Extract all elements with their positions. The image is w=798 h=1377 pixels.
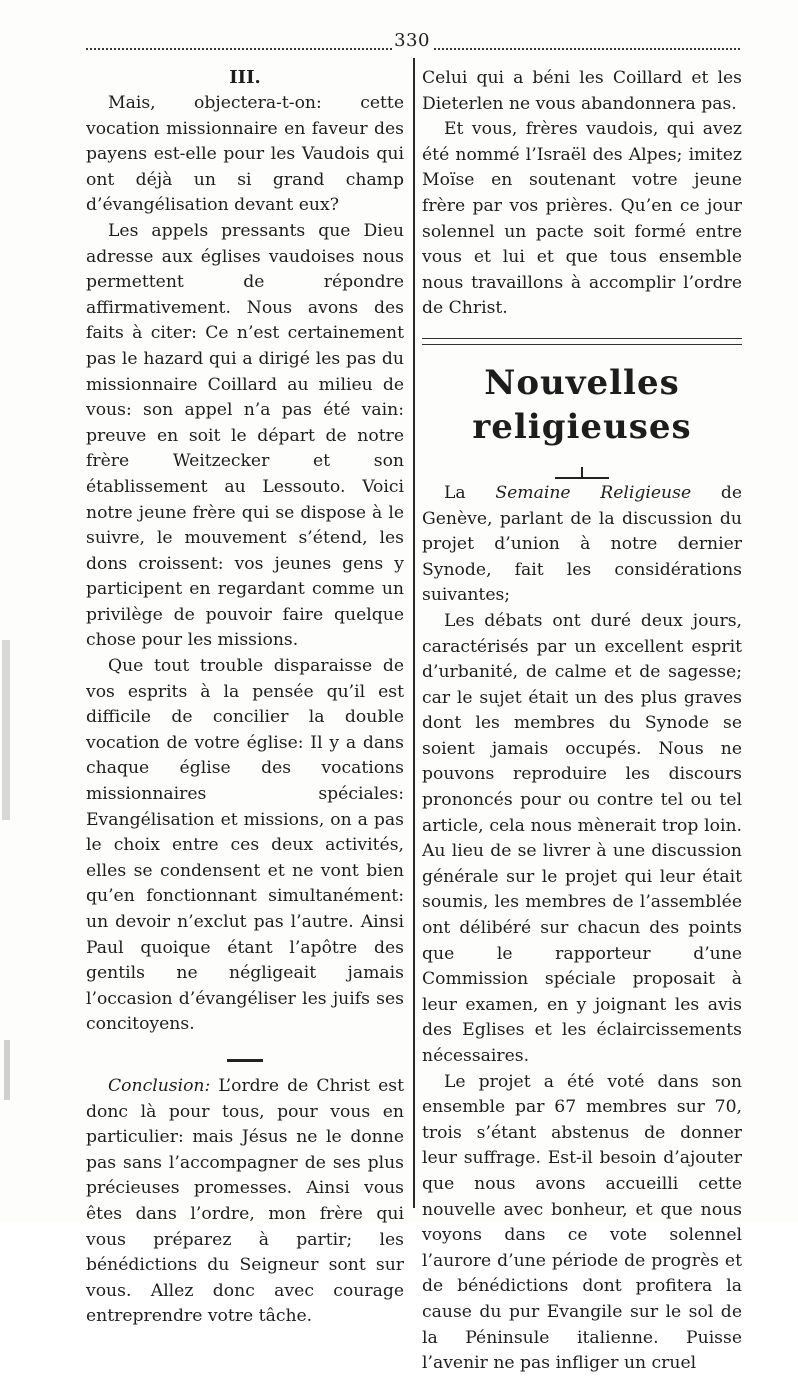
news-source: Semaine Religieuse (495, 482, 692, 503)
paragraph-debates: Les débats ont duré deux jours, caractérisés par un excellent esprit d’urbanité, de calme et de sagesse; car le sujet était un des plus graves dont les membres du Synode se soient jamais occupés. Nous ne pouvons reproduire les discours prononcés pour ou contre tel ou tel article, cela nous mènerait trop loin. Au lieu de se livrer à une discussion générale sur le projet qui leur était soumis, les membres de l’assemblée ont délibéré sur chacun des points que le rapporteur d’une Commission spéciale proposait à leur examen, en y joignant les avis des Eglises et les éclaircissements nécessaires. (422, 610, 742, 1066)
heading-ornament (422, 453, 742, 467)
news-lead: La (444, 482, 466, 503)
column-divider (413, 58, 415, 1208)
conclusion-label: Conclusion: (108, 1075, 211, 1096)
section-heading: Nouvelles religieuses (472, 362, 692, 447)
conclusion-text: L’ordre de Christ est donc là pour tous, pour vous en particulier: mais Jésus ne le donne pas sans l’accompagner de ses plus précieuses promesses. Ainsi vous êtes dans l’ordre, mon frère qui vous préparez à partir; les bénédictions du Seigneur sont sur vous. Allez donc avec courage entreprendre votre tâche. (86, 1075, 404, 1327)
paragraph-vaudois-brothers: Et vous, frères vaudois, qui avez été nommé l’Israël des Alpes; imitez Moïse en soutenant votre jeune frère par vos prières. Qu’en ce jour solennel un pacte soit formé entre vous et lui et que tous ensemble nous travaillons à accomplir l’ordre de Christ. (422, 119, 742, 319)
left-column (86, 66, 404, 1330)
paragraph-vote: Le projet a été voté dans son ensemble par 67 membres sur 70, trois s’étant abstenus de donner leur suffrage. Est-il besoin d’ajouter que nous avons accueilli cette nouvelle avec bonheur, et que nous voyons dans ce vote solennel l’aurore d’une période de progrès et de bénédictions dont profitera la cause du pur Evangile sur le sol de la Péninsule italienne. Puisse l’avenir ne pas infliger un cruel (422, 1071, 742, 1374)
scan-shadow (4, 1040, 10, 1100)
paragraph-objection: Mais, objectera-t-on: cette vocation missionnaire en faveur des payens est-elle pour les Vaudois qui ont déjà un si grand champ d’évangélisation devant eux? (86, 93, 404, 216)
paragraph-conclusion (86, 1074, 404, 1330)
paragraph-appeals: Les appels pressants que Dieu adresse aux églises vaudoises nous permettent de répondre affirmativement. Nous avons des faits à citer: Ce n’est certainement pas le hazard qui a dirigé les pas du missionnaire Coillard au milieu de vous: son appel n’a pas été vain: preuve en soit le départ de notre frère Weitzecker et son établissement au Lessouto. Voici notre jeune frère qui se dispose à le suivre, le mouvement s’étend, les dons croissent: vos jeunes gens y participent en regardant comme un privilège de pouvoir faire quelque chose pour les missions. (86, 220, 404, 651)
page-number: 330 (392, 30, 432, 51)
news-intro-text: de Genève, parlant de la discussion du projet d’union à notre dernier Synode, fait les considérations suivantes; (422, 482, 742, 606)
article-separator (422, 338, 742, 345)
paragraph-double-vocation: Que tout trouble disparaisse de vos esprits à la pensée qu’il est difficile de concilier la double vocation de votre église: Il y a dans chaque église des vocations missionnaires spéciales: Evangélisation et missions, on a pas le choix entre ces deux activités, elles se condensent et ne vont bien qu’en fonctionnant simultanément: un devoir n’exclut pas l’autre. Ainsi Paul quoique étant l’apôtre des gentils ne négligeait jamais l’occasion d’évangéliser les juifs ses concitoyens. (86, 656, 404, 1035)
section-number: III. (229, 67, 261, 88)
paragraph-continuation: Celui qui a béni les Coillard et les Dieterlen ne vous abandonnera pas. (422, 68, 742, 114)
paragraph-news-intro (422, 481, 742, 609)
section-separator (86, 1048, 404, 1064)
scan-shadow (2, 640, 10, 820)
right-column (422, 66, 742, 1377)
